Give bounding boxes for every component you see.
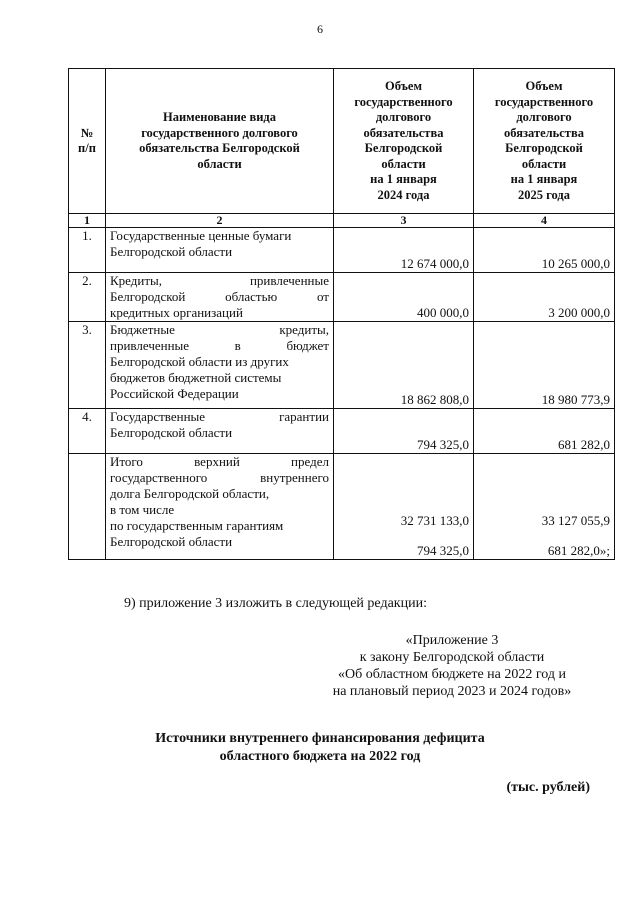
row-number-empty bbox=[69, 454, 106, 560]
name-line bbox=[110, 338, 329, 354]
table-row bbox=[69, 228, 615, 273]
table-row bbox=[69, 409, 615, 454]
title-line: Источники внутреннего финансирования дефицита bbox=[155, 731, 485, 746]
name-word: Кредиты, bbox=[110, 273, 163, 288]
table-header-row bbox=[69, 69, 615, 214]
name-word: Государственные bbox=[110, 409, 206, 424]
name-word: предел bbox=[291, 454, 329, 469]
header-text: области bbox=[521, 156, 567, 171]
header-2024 bbox=[334, 69, 474, 214]
header-text: обязательства bbox=[363, 125, 444, 140]
name-line: Белгородской области из других bbox=[110, 354, 289, 369]
row-number: 3. bbox=[69, 322, 106, 409]
header-text: Наименование вида bbox=[163, 110, 276, 124]
table-row bbox=[69, 273, 615, 322]
value-2024: 794 325,0 bbox=[334, 409, 474, 454]
header-text: 2025 года bbox=[518, 187, 570, 202]
name-word: привлеченные bbox=[110, 338, 190, 353]
header-text: долгового bbox=[516, 110, 572, 124]
page-number: 6 bbox=[317, 22, 323, 36]
name-line: Российской Федерации bbox=[110, 386, 239, 401]
row-number: 1. bbox=[69, 228, 106, 273]
name-line: бюджетов бюджетной системы bbox=[110, 370, 282, 385]
name-line: по государственным гарантиям bbox=[110, 518, 284, 533]
value-2025: 18 980 773,9 bbox=[474, 322, 615, 409]
header-text: области bbox=[197, 156, 242, 171]
name-word: Бюджетные bbox=[110, 322, 175, 337]
table-row-total bbox=[69, 454, 615, 560]
section-title bbox=[0, 730, 640, 766]
title-line: областного бюджета на 2022 год bbox=[219, 749, 421, 764]
index-cell: 3 bbox=[334, 214, 474, 228]
header-text: п/п bbox=[78, 141, 96, 155]
name-line bbox=[110, 454, 329, 470]
total-value-2024: 32 731 133,0 bbox=[400, 513, 469, 528]
row-number: 4. bbox=[69, 409, 106, 454]
units-label: (тыс. рублей) bbox=[506, 780, 590, 795]
name-line: в том числе bbox=[110, 502, 175, 517]
name-text: Государственные ценные бумаги bbox=[110, 228, 292, 243]
row-name bbox=[106, 409, 334, 454]
name-line: кредитных организаций bbox=[110, 305, 243, 320]
appendix-line: на плановый период 2023 и 2024 годов» bbox=[332, 684, 572, 699]
value-2024: 12 674 000,0 bbox=[334, 228, 474, 273]
name-line bbox=[110, 228, 329, 244]
name-word: в bbox=[234, 338, 241, 353]
name-word: от bbox=[316, 289, 329, 304]
guarantee-value-2024: 794 325,0 bbox=[417, 543, 469, 558]
row-name bbox=[106, 273, 334, 322]
row-number: 2. bbox=[69, 273, 106, 322]
header-text: на 1 января bbox=[510, 172, 578, 186]
name-word: гарантии bbox=[279, 409, 329, 424]
name-line bbox=[110, 273, 329, 289]
header-text: Белгородской bbox=[364, 141, 443, 155]
name-line: Белгородской области bbox=[110, 425, 233, 440]
appendix-line: «Об областном бюджете на 2022 год и bbox=[338, 667, 566, 682]
name-word: кредиты, bbox=[279, 322, 329, 337]
header-num bbox=[69, 69, 106, 214]
header-text: Объем bbox=[384, 79, 422, 93]
value-2025: 3 200 000,0 bbox=[474, 273, 615, 322]
header-text: № bbox=[80, 125, 94, 140]
header-text: на 1 января bbox=[370, 172, 437, 186]
index-cell: 2 bbox=[106, 214, 334, 228]
appendix-header bbox=[302, 632, 602, 700]
name-word: Белгородской bbox=[110, 289, 186, 304]
name-word: внутреннего bbox=[260, 470, 329, 485]
header-text: государственного долгового bbox=[141, 125, 298, 140]
row-name bbox=[106, 228, 334, 273]
header-text: обязательства Белгородской bbox=[139, 141, 300, 155]
paragraph-9: 9) приложение 3 изложить в следующей редакции: bbox=[124, 596, 427, 611]
name-word: областью bbox=[225, 289, 278, 304]
name-line: долга Белгородской области, bbox=[110, 486, 270, 501]
name-word: Итого bbox=[110, 454, 143, 469]
name-line bbox=[110, 409, 329, 425]
value-2025: 10 265 000,0 bbox=[474, 228, 615, 273]
name-word: привлеченные bbox=[249, 273, 329, 288]
header-text: государственного bbox=[354, 94, 453, 109]
name-line: Белгородской области bbox=[110, 244, 233, 259]
row-name bbox=[106, 322, 334, 409]
header-text: Объем bbox=[525, 79, 563, 93]
appendix-line: к закону Белгородской области bbox=[359, 650, 545, 665]
total-value-2025: 33 127 055,9 bbox=[541, 513, 610, 528]
value-2024: 18 862 808,0 bbox=[334, 322, 474, 409]
appendix-line: «Приложение 3 bbox=[405, 633, 499, 648]
value-2024: 400 000,0 bbox=[334, 273, 474, 322]
header-name bbox=[106, 69, 334, 214]
guarantee-value-2025: 681 282,0»; bbox=[547, 543, 610, 558]
index-cell: 1 bbox=[69, 214, 106, 228]
index-cell: 4 bbox=[474, 214, 615, 228]
name-word: бюджет bbox=[286, 338, 329, 353]
name-line bbox=[110, 470, 329, 486]
name-line bbox=[110, 322, 329, 338]
name-line: Белгородской области bbox=[110, 534, 233, 549]
header-text: обязательства bbox=[504, 125, 584, 140]
name-word: верхний bbox=[194, 454, 240, 469]
header-2025 bbox=[474, 69, 615, 214]
column-index-row bbox=[69, 214, 615, 228]
header-text: долгового bbox=[375, 110, 432, 124]
total-2024 bbox=[334, 454, 474, 560]
name-line bbox=[110, 289, 329, 305]
total-2025 bbox=[474, 454, 615, 560]
header-text: области bbox=[381, 156, 426, 171]
value-2025: 681 282,0 bbox=[474, 409, 615, 454]
total-name bbox=[106, 454, 334, 560]
table-row bbox=[69, 322, 615, 409]
header-text: 2024 года bbox=[377, 187, 430, 202]
header-text: государственного bbox=[494, 94, 594, 109]
header-text: Белгородской bbox=[505, 141, 583, 155]
debt-table bbox=[68, 68, 615, 560]
name-word: государственного bbox=[110, 470, 208, 485]
